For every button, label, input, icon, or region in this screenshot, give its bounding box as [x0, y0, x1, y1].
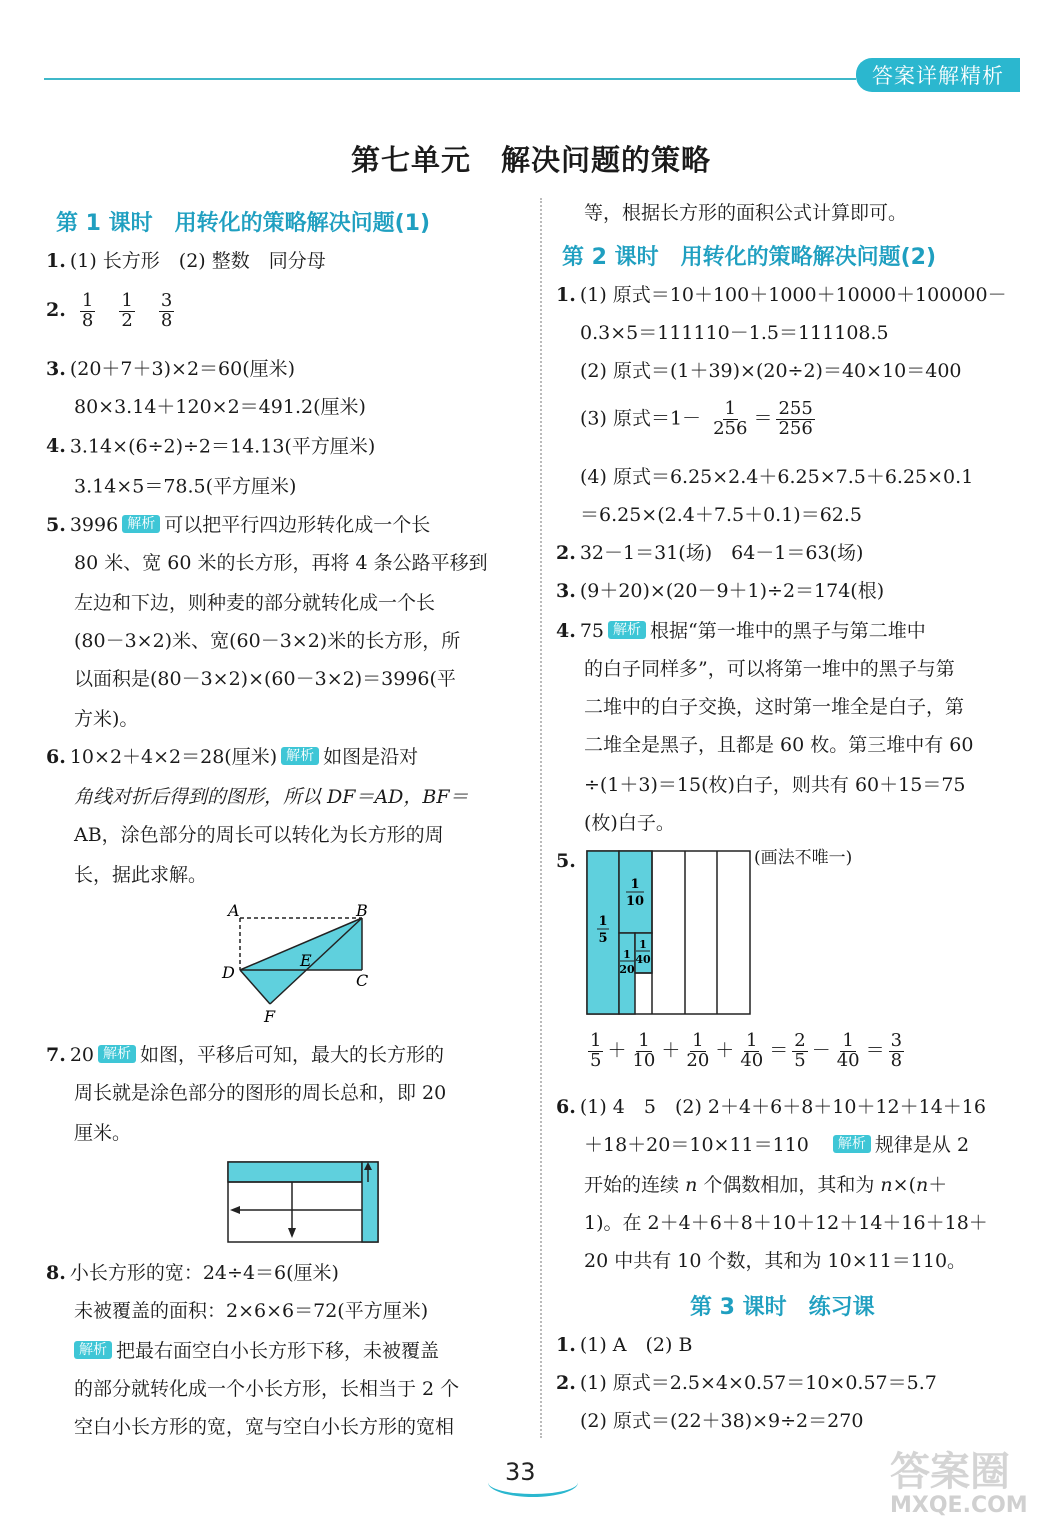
r-q6-line3: 开始的连续 n 个偶数相加，其和为 n×(n＋ [584, 1174, 948, 1196]
frac: $\frac{255}{256}$ [778, 398, 813, 439]
frac: $\frac{2}{5}$ [794, 1030, 806, 1071]
svg-text:1: 1 [598, 914, 608, 929]
l-q6-line1: 6. 10×2＋4×2＝28(厘米) 解析 如图是沿对 [46, 746, 419, 768]
l-q1: 1. (1) 长方形 (2) 整数 同分母 [46, 250, 326, 272]
shaded-triangle-bottom [240, 970, 306, 1004]
analysis-tag: 解析 [281, 747, 319, 766]
lesson-1-title: 第 1 课时 用转化的策略解决问题(1) [56, 211, 431, 236]
r-q5-note: (画法不唯一) [754, 848, 853, 868]
r-q4-line5: ÷(1＋3)＝15(枚)白子，则共有 60＋15＝75 [584, 774, 966, 796]
frac: $\frac{1}{2}$ [121, 290, 133, 331]
l-q8-line2: 未被覆盖的面积：2×6×6＝72(平方厘米) [74, 1300, 429, 1322]
header-rule [44, 78, 856, 80]
label-E: E [300, 951, 312, 970]
lesson-3-title: 第 3 课时 练习课 [690, 1295, 875, 1320]
r-q5-num: 5. [556, 850, 576, 872]
column-divider [540, 198, 542, 1438]
label-D: D [222, 963, 235, 982]
svg-text:40: 40 [635, 953, 651, 966]
r-p2-line1: 2. (1) 原式＝2.5×4×0.57＝10×0.57＝5.7 [556, 1372, 937, 1394]
frac: $\frac{1}{5}$ [590, 1030, 602, 1071]
r-q6-line4: 1)。在 2＋4＋6＋8＋10＋12＋14＋16＋18＋ [584, 1212, 988, 1234]
analysis-tag: 解析 [122, 515, 160, 534]
analysis-tag: 解析 [74, 1341, 112, 1360]
analysis-tag: 解析 [608, 621, 646, 640]
r-q1-line2: 0.3×5＝111110－1.5＝111108.5 [580, 322, 889, 344]
l-q3-line1: 3. (20＋7＋3)×2＝60(厘米) [46, 358, 296, 380]
page-number: 33 [505, 1458, 536, 1486]
r-q2: 2. 32－1＝31(场) 64－1＝63(场) [556, 542, 864, 564]
l-q5-line1: 5. 3996 解析 可以把平行四边形转化成一个长 [46, 514, 431, 536]
frac: $\frac{1}{8}$ [81, 290, 94, 331]
r-p2-line2: (2) 原式＝(22＋38)×9÷2＝270 [580, 1410, 864, 1432]
translation-figure [226, 1160, 382, 1246]
l-q5-line3: 左边和下边，则种麦的部分就转化成一个长 [74, 592, 436, 614]
r-q4-line2: 的白子同样多”，可以将第一堆中的黑子与第 [584, 658, 955, 680]
frac: $\frac{1}{40}$ [836, 1030, 860, 1071]
header-tag: 答案详解精析 [856, 58, 1020, 92]
l-q8-line5: 空白小长方形的宽，宽与空白小长方形的宽相 [74, 1416, 455, 1438]
r-q5-equation: $\frac{1}{5}$ ＋ $\frac{1}{10}$ ＋ $\frac{1}{20}$ ＋ $\frac{1}{40}$ ＝ $\frac{2}{5}$ － $\frac{1}{40}$ ＝ $\frac{3}{8}$ [590, 1030, 903, 1071]
shaded-right-strip [362, 1162, 378, 1242]
l-q8-line4: 的部分就转化成一个小长方形，长相当于 2 个 [74, 1378, 460, 1400]
l-q7-line1: 7. 20 解析 如图，平移后可知，最大的长方形的 [46, 1044, 445, 1066]
label-F: F [264, 1007, 276, 1024]
l-q2: 2. $\frac{1}{8}$ $\frac{1}{2}$ $\frac{3}{8}$ [46, 290, 173, 331]
frac: $\frac{3}{8}$ [160, 290, 173, 331]
r-q4-line6: (枚)白子。 [584, 812, 675, 834]
watermark-logo: 答案圈 MXQE.COM [890, 1449, 1028, 1518]
frac: $\frac{1}{40}$ [740, 1030, 764, 1071]
l-q7-line3: 厘米。 [74, 1122, 132, 1144]
l-q6-line2: 角线对折后得到的图形，所以 DF＝AD，BF＝ [74, 786, 469, 808]
svg-text:5: 5 [598, 931, 608, 946]
r-q1-line1: 1. (1) 原式＝10＋100＋1000＋10000＋100000－ [556, 284, 1007, 306]
frac: $\frac{1}{256}$ [713, 398, 748, 439]
l-q5-line5: 以面积是(80－3×2)×(60－3×2)＝3996(平 [74, 668, 456, 690]
frac: $\frac{1}{10}$ [632, 1030, 656, 1071]
r-q1-line6: ＝6.25×(2.4＋7.5＋0.1)＝62.5 [580, 504, 863, 526]
svg-text:20: 20 [619, 963, 635, 976]
l-q6-line3: AB，涂色部分的周长可以转化为长方形的周 [74, 824, 444, 846]
r-p1: 1. (1) A (2) B [556, 1334, 693, 1356]
r-cont: 等，根据长方形的面积公式计算即可。 [584, 202, 908, 224]
frac: $\frac{1}{20}$ [686, 1030, 710, 1071]
fold-figure [220, 900, 380, 1024]
l-q5-line6: 方米)。 [74, 708, 139, 730]
r-q6-line5: 20 中共有 10 个数，其和为 10×11＝110。 [584, 1250, 967, 1272]
r-q6-line1: 6. (1) 4 5 (2) 2＋4＋6＋8＋10＋12＋14＋16 [556, 1096, 986, 1118]
l-q5-line4: (80－3×2)米、宽(60－3×2)米的长方形，所 [74, 630, 461, 652]
fraction-figure [586, 850, 752, 1016]
svg-text:1: 1 [639, 938, 647, 951]
svg-text:10: 10 [625, 894, 645, 909]
r-q4-line3: 二堆中的白子交换，这时第一堆全是白子，第 [584, 696, 965, 718]
r-q3: 3. (9＋20)×(20－9＋1)÷2＝174(根) [556, 580, 885, 602]
l-q5-line2: 80 米、宽 60 米的长方形，再将 4 条公路平移到 [74, 552, 488, 574]
l-q8-line1: 8. 小长方形的宽：24÷4＝6(厘米) [46, 1262, 339, 1284]
l-q4-line2: 3.14×5＝78.5(平方厘米) [74, 475, 297, 498]
l-q6-line4: 长，据此求解。 [74, 864, 208, 886]
r-q1-line4: (3) 原式＝1－ $\frac{1}{256}$ ＝ $\frac{255}{256}$ [580, 398, 813, 439]
r-q4-line1: 4. 75 解析 根据“第一堆中的黑子与第二堆中 [556, 620, 926, 642]
label-B: B [356, 901, 368, 920]
r-q1-line3: (2) 原式＝(1＋39)×(20÷2)＝40×10＝400 [580, 360, 962, 382]
analysis-tag: 解析 [98, 1045, 136, 1064]
l-q3-line2: 80×3.14＋120×2＝491.2(厘米) [74, 396, 366, 418]
unit-title: 第七单元 解决问题的策略 [350, 143, 711, 177]
svg-text:1: 1 [630, 877, 640, 892]
lesson-2-title: 第 2 课时 用转化的策略解决问题(2) [562, 245, 937, 270]
r-q1-line5: (4) 原式＝6.25×2.4＋6.25×7.5＋6.25×0.1 [580, 466, 974, 488]
l-q4-line1: 4. 3.14×(6÷2)÷2＝14.13(平方厘米) [46, 435, 376, 458]
label-A: A [228, 901, 240, 920]
analysis-tag: 解析 [833, 1135, 871, 1154]
r-q4-line4: 二堆全是黑子，且都是 60 枚。第三堆中有 60 [584, 734, 974, 756]
shaded-top-strip [228, 1162, 362, 1182]
l-q7-line2: 周长就是涂色部分的图形的周长总和，即 20 [74, 1082, 447, 1104]
r-q6-line2: ＋18＋20＝10×11＝110 解析 规律是从 2 [584, 1134, 970, 1156]
l-q8-line3: 解析 把最右面空白小长方形下移，未被覆盖 [74, 1340, 439, 1363]
svg-text:1: 1 [623, 948, 631, 961]
label-C: C [356, 971, 369, 990]
frac: $\frac{3}{8}$ [890, 1030, 903, 1071]
